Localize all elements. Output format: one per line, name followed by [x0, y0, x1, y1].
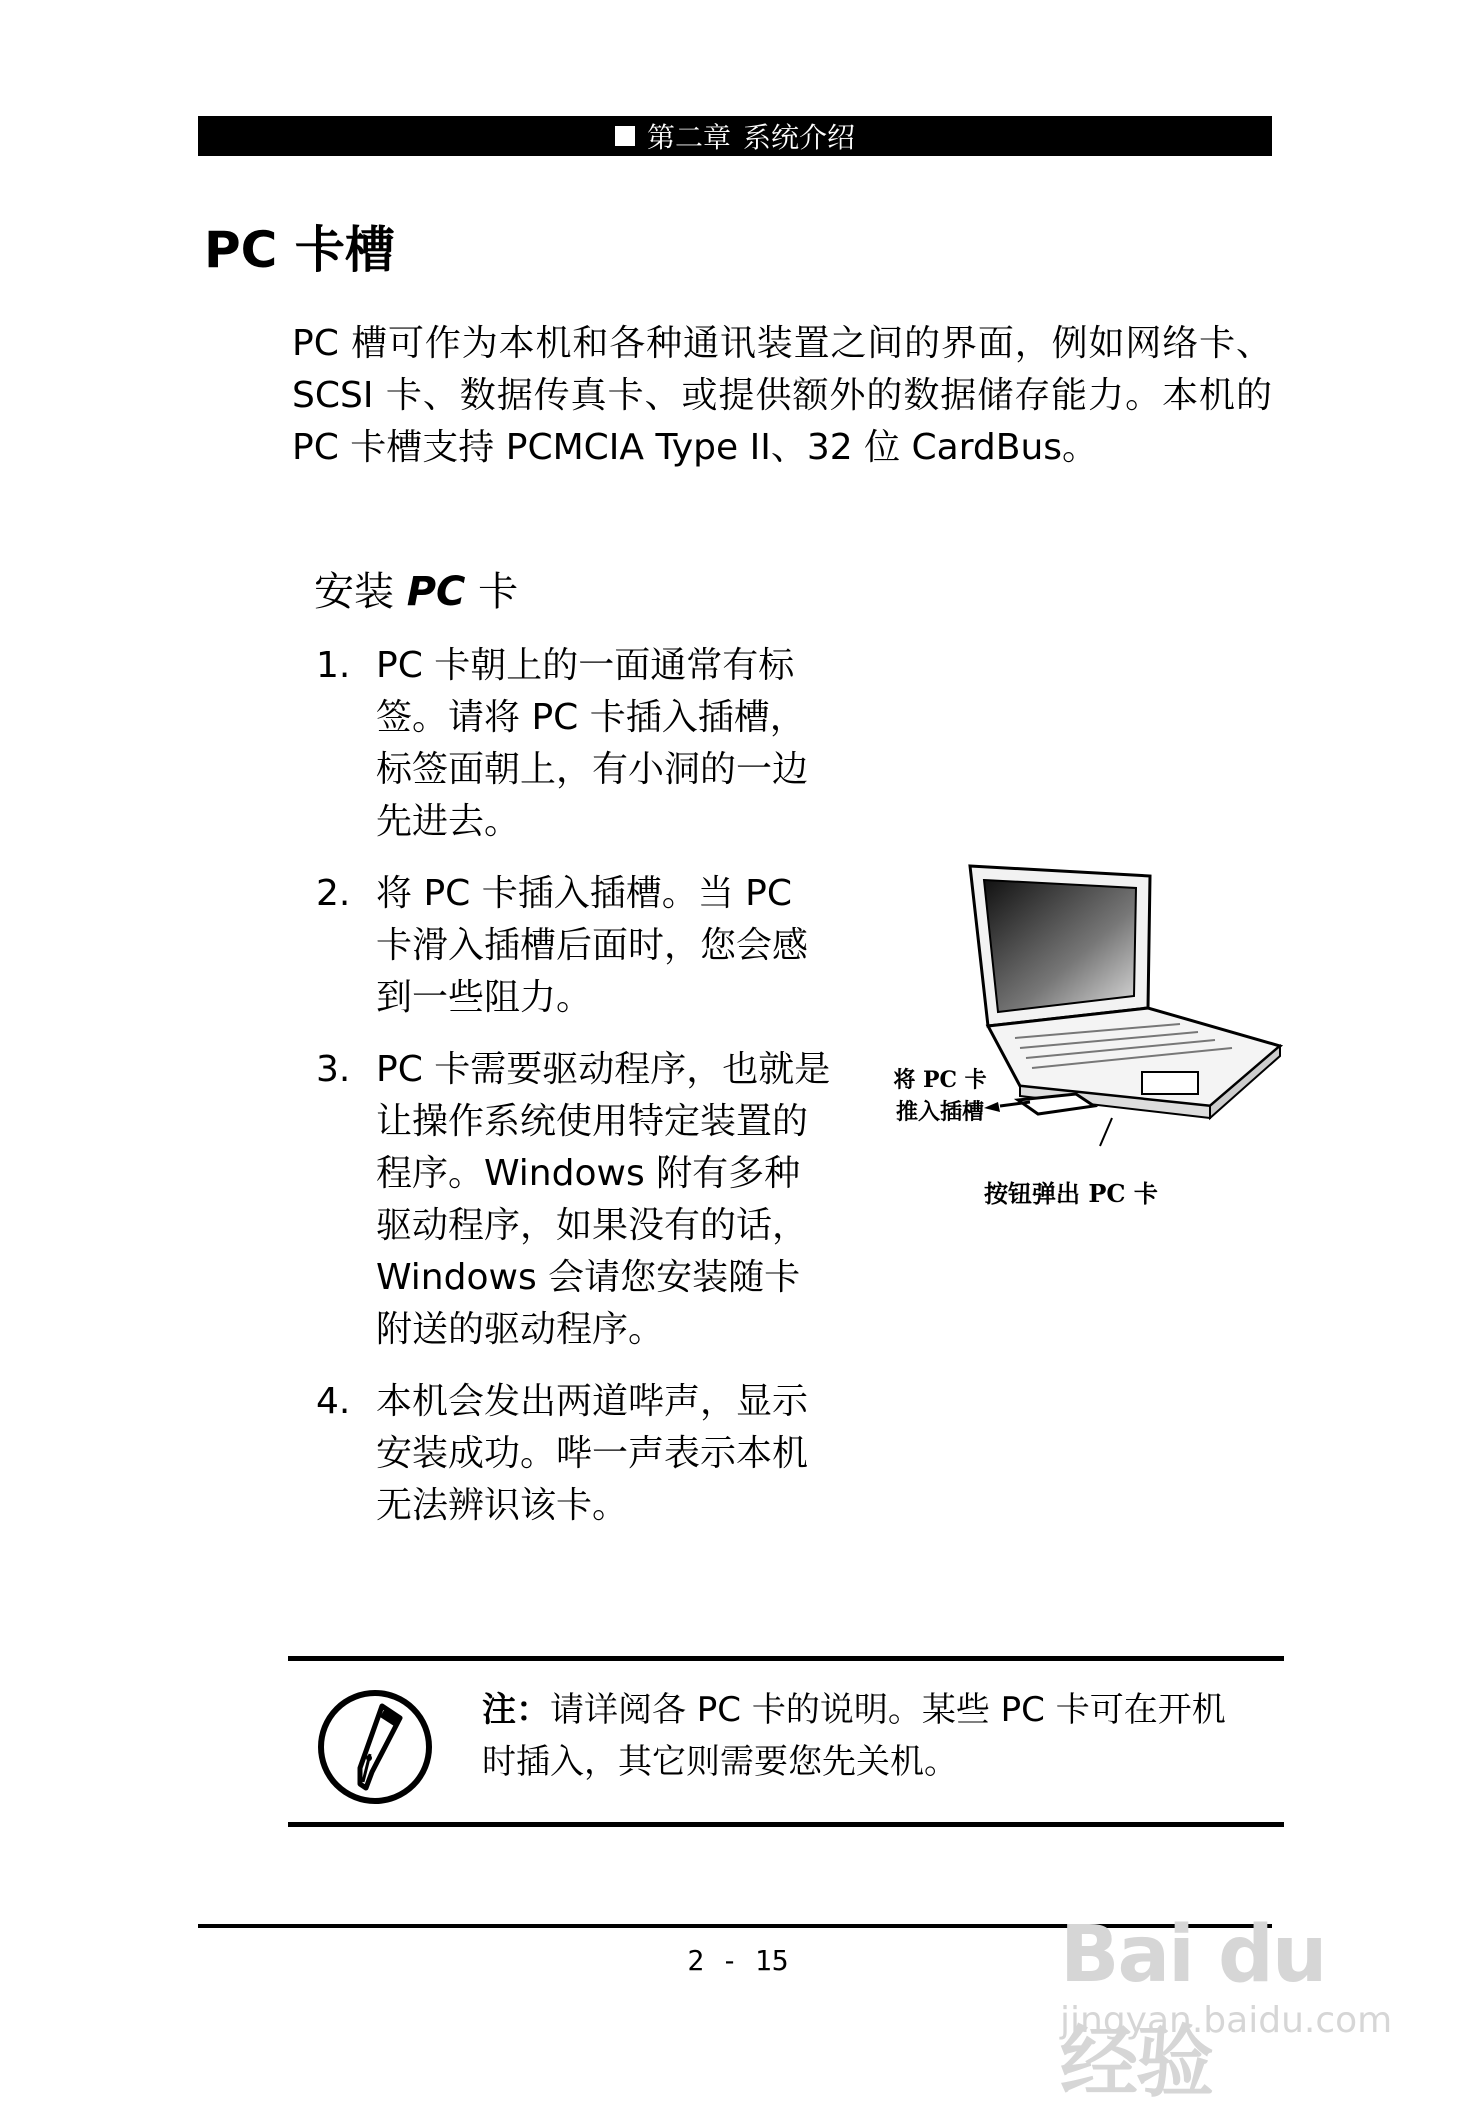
- step-text: PC 卡需要驱动程序，也就是让操作系统使用特定装置的程序。Windows 附有多种驱动程序，如果没有的话，Windows 会请您安装随卡附送的驱动程序。: [376, 1049, 831, 1350]
- install-steps-list: [316, 640, 836, 1552]
- baidu-watermark: [1040, 1870, 1420, 2108]
- watermark-url: jingyan.baidu.com: [1060, 2000, 1393, 2041]
- note-label: 注：: [482, 1690, 550, 1730]
- note-text: [482, 1684, 1242, 1788]
- page-number: 2 - 15: [687, 1944, 789, 1977]
- square-bullet-icon: [615, 126, 635, 146]
- watermark-brand: Bai du 经验: [1060, 1910, 1326, 2108]
- note-bottom-divider: [288, 1822, 1284, 1827]
- subsection-prefix: 安装: [314, 569, 407, 615]
- step-item: [316, 868, 836, 1024]
- subsection-suffix: 卡: [465, 569, 519, 615]
- step-text: 将 PC 卡插入插槽。当 PC 卡滑入插槽后面时，您会感到一些阻力。: [376, 873, 809, 1018]
- intro-paragraph: PC 槽可作为本机和各种通讯装置之间的界面，例如网络卡、SCSI 卡、数据传真卡、或提供额外的数据储存能力。本机的 PC 卡槽支持 PCMCIA Type II、32 位 CardBus。: [292, 323, 1272, 468]
- chapter-label: 第二章: [646, 121, 731, 154]
- figure-label: [880, 1064, 1000, 1128]
- step-item: [316, 1376, 836, 1532]
- figure-caption: 按钮弹出 PC 卡: [984, 1179, 1158, 1208]
- note-body: 请详阅各 PC 卡的说明。某些 PC 卡可在开机时插入，其它则需要您先关机。: [482, 1690, 1226, 1782]
- step-number: 2.: [316, 873, 351, 914]
- pen-nib-icon: [316, 1688, 434, 1806]
- step-item: [316, 1044, 836, 1356]
- step-number: 1.: [316, 645, 351, 686]
- section-label: 系统介绍: [743, 121, 856, 154]
- step-item: [316, 640, 836, 848]
- step-number: 4.: [316, 1381, 351, 1422]
- figure-label-line2: 推入插槽: [895, 1099, 984, 1125]
- step-text: 本机会发出两道哔声，显示安装成功。哔一声表示本机无法辨识该卡。: [376, 1381, 809, 1526]
- page-title: PC 卡槽: [204, 221, 395, 279]
- note-top-divider: [288, 1656, 1284, 1661]
- chapter-header-bar: [198, 116, 1272, 156]
- subsection-title: [314, 560, 518, 617]
- step-text: PC 卡朝上的一面通常有标签。请将 PC 卡插入插槽，标签面朝上，有小洞的一边先进去。: [376, 645, 809, 842]
- step-number: 3.: [316, 1049, 351, 1090]
- figure-label-line1: 将 PC 卡: [893, 1067, 987, 1093]
- subsection-em: PC: [406, 569, 466, 615]
